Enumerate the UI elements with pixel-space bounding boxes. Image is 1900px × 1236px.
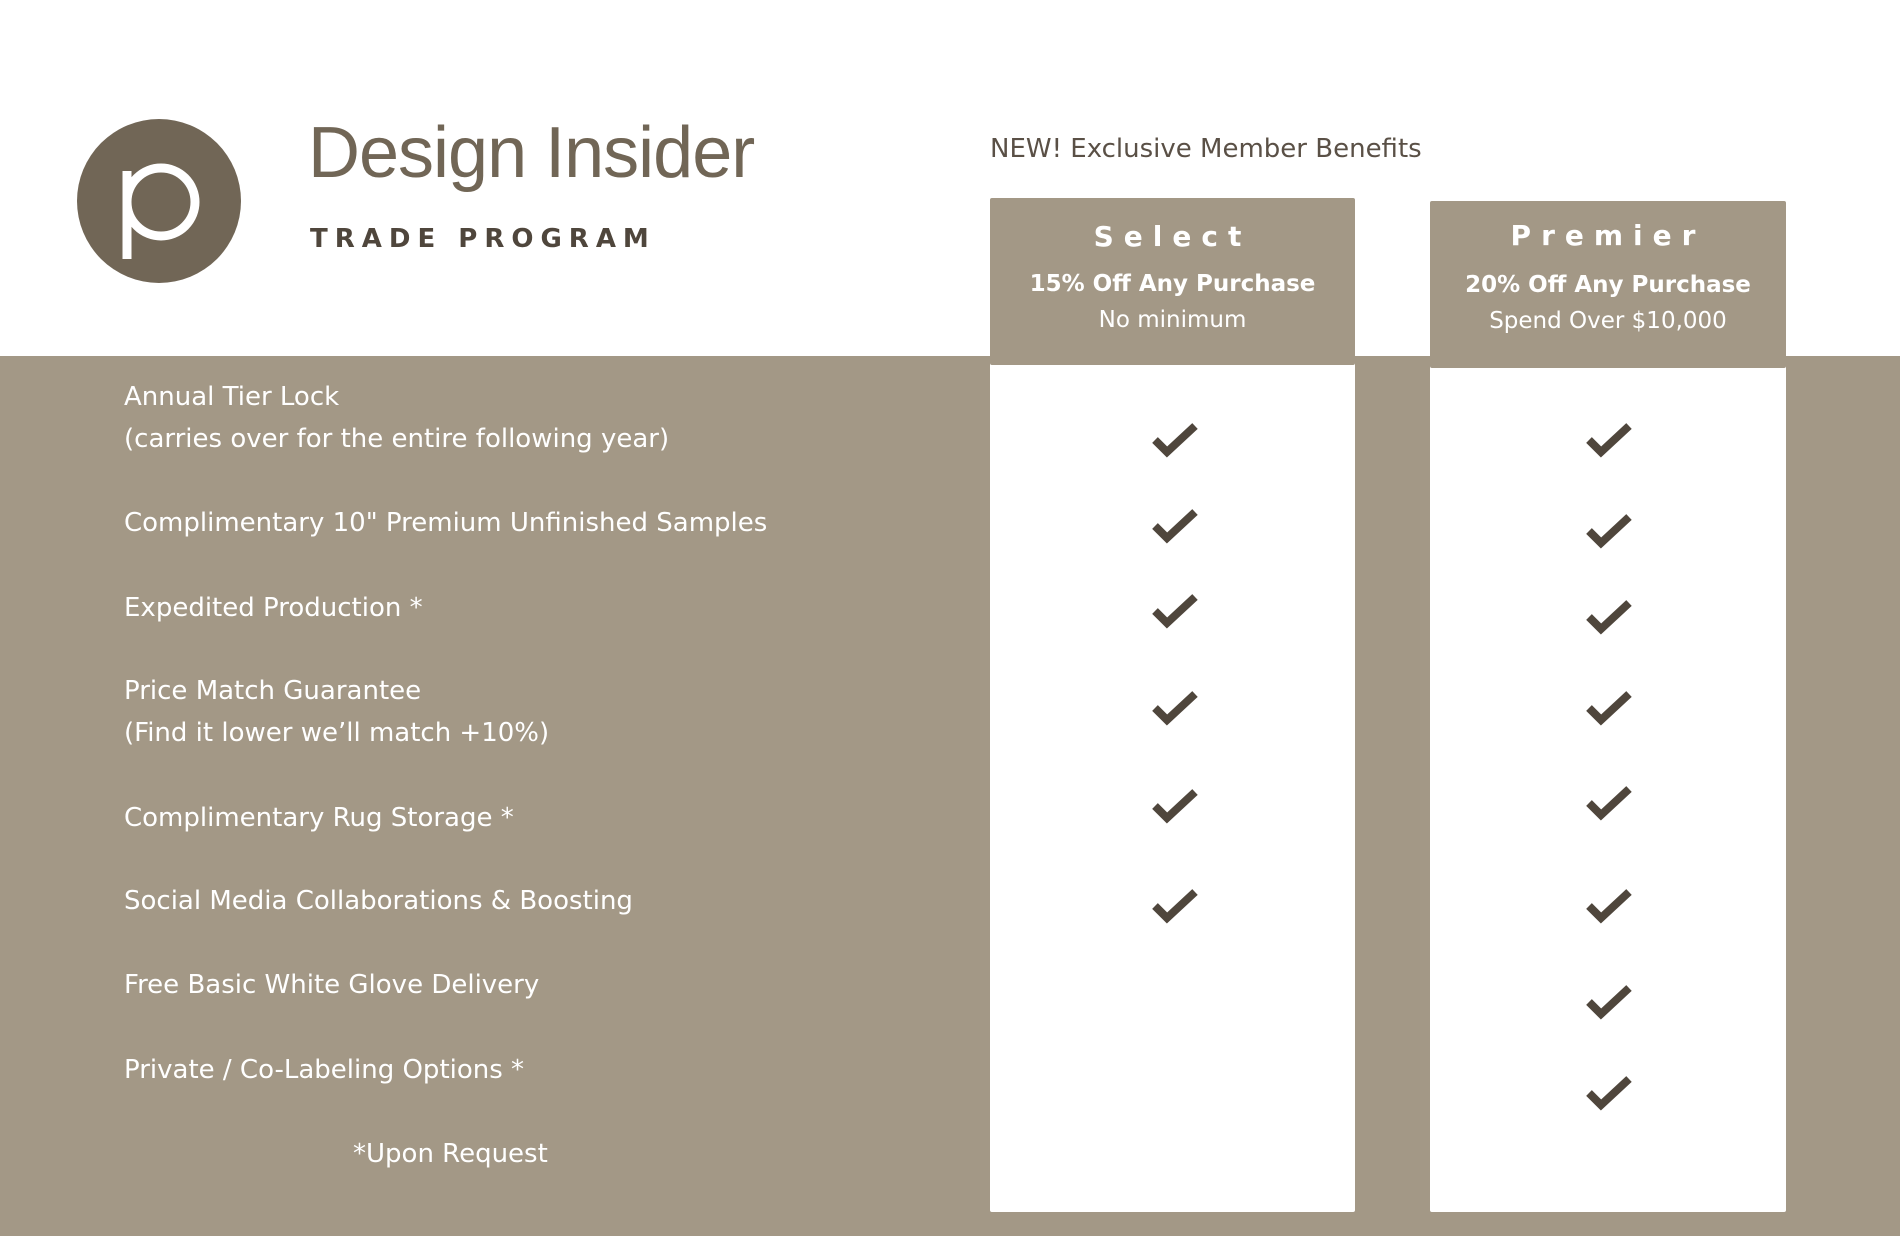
tier-name: Select (1093, 220, 1252, 253)
check-icon (1151, 886, 1199, 926)
benefit-label: Expedited Production * (124, 593, 423, 623)
tier-header-select (990, 198, 1355, 365)
tier-requirement: Spend Over $10,000 (1489, 308, 1727, 334)
check-icon (1151, 591, 1199, 631)
check-icon (1585, 688, 1633, 728)
benefit-label: Complimentary Rug Storage * (124, 803, 514, 833)
check-icon (1151, 786, 1199, 826)
benefit-row (124, 376, 669, 460)
brand-subtitle: TRADE PROGRAM (310, 224, 656, 254)
benefit-row (124, 880, 633, 922)
benefit-label: Annual Tier Lock (124, 382, 340, 412)
benefit-row (124, 964, 539, 1006)
benefit-row (124, 797, 514, 839)
check-icon (1585, 420, 1633, 460)
check-icon (1585, 783, 1633, 823)
tier-name: Premier (1510, 219, 1706, 252)
benefit-row (124, 670, 549, 754)
check-icon (1151, 420, 1199, 460)
p-logo-icon (77, 119, 241, 283)
brand-title: Design Insider (308, 113, 755, 193)
check-icon (1585, 1073, 1633, 1113)
benefit-detail: (carries over for the entire following year) (124, 424, 670, 454)
tier-header-premier (1430, 201, 1786, 368)
check-icon (1585, 982, 1633, 1022)
footnote-text: *Upon Request (353, 1139, 548, 1169)
benefit-label: Complimentary 10" Premium Unfinished Samples (124, 508, 768, 538)
tier-discount: 20% Off Any Purchase (1465, 272, 1751, 298)
benefit-label: Social Media Collaborations & Boosting (124, 886, 633, 916)
check-icon (1151, 506, 1199, 546)
footnote (353, 1133, 548, 1175)
benefits-headline: NEW! Exclusive Member Benefits (990, 134, 1422, 164)
benefit-label: Free Basic White Glove Delivery (124, 970, 540, 1000)
tier-requirement: No minimum (1098, 307, 1247, 333)
check-icon (1151, 688, 1199, 728)
benefit-label: Price Match Guarantee (124, 676, 422, 706)
benefit-detail: (Find it lower we’ll match +10%) (124, 718, 550, 748)
check-icon (1585, 597, 1633, 637)
benefit-row (124, 587, 423, 629)
tier-discount: 15% Off Any Purchase (1029, 271, 1316, 297)
benefit-row (124, 1049, 524, 1091)
benefit-row (124, 502, 767, 544)
check-icon (1585, 511, 1633, 551)
check-icon (1585, 886, 1633, 926)
brand-logo (77, 119, 241, 283)
benefit-label: Private / Co-Labeling Options * (124, 1055, 525, 1085)
